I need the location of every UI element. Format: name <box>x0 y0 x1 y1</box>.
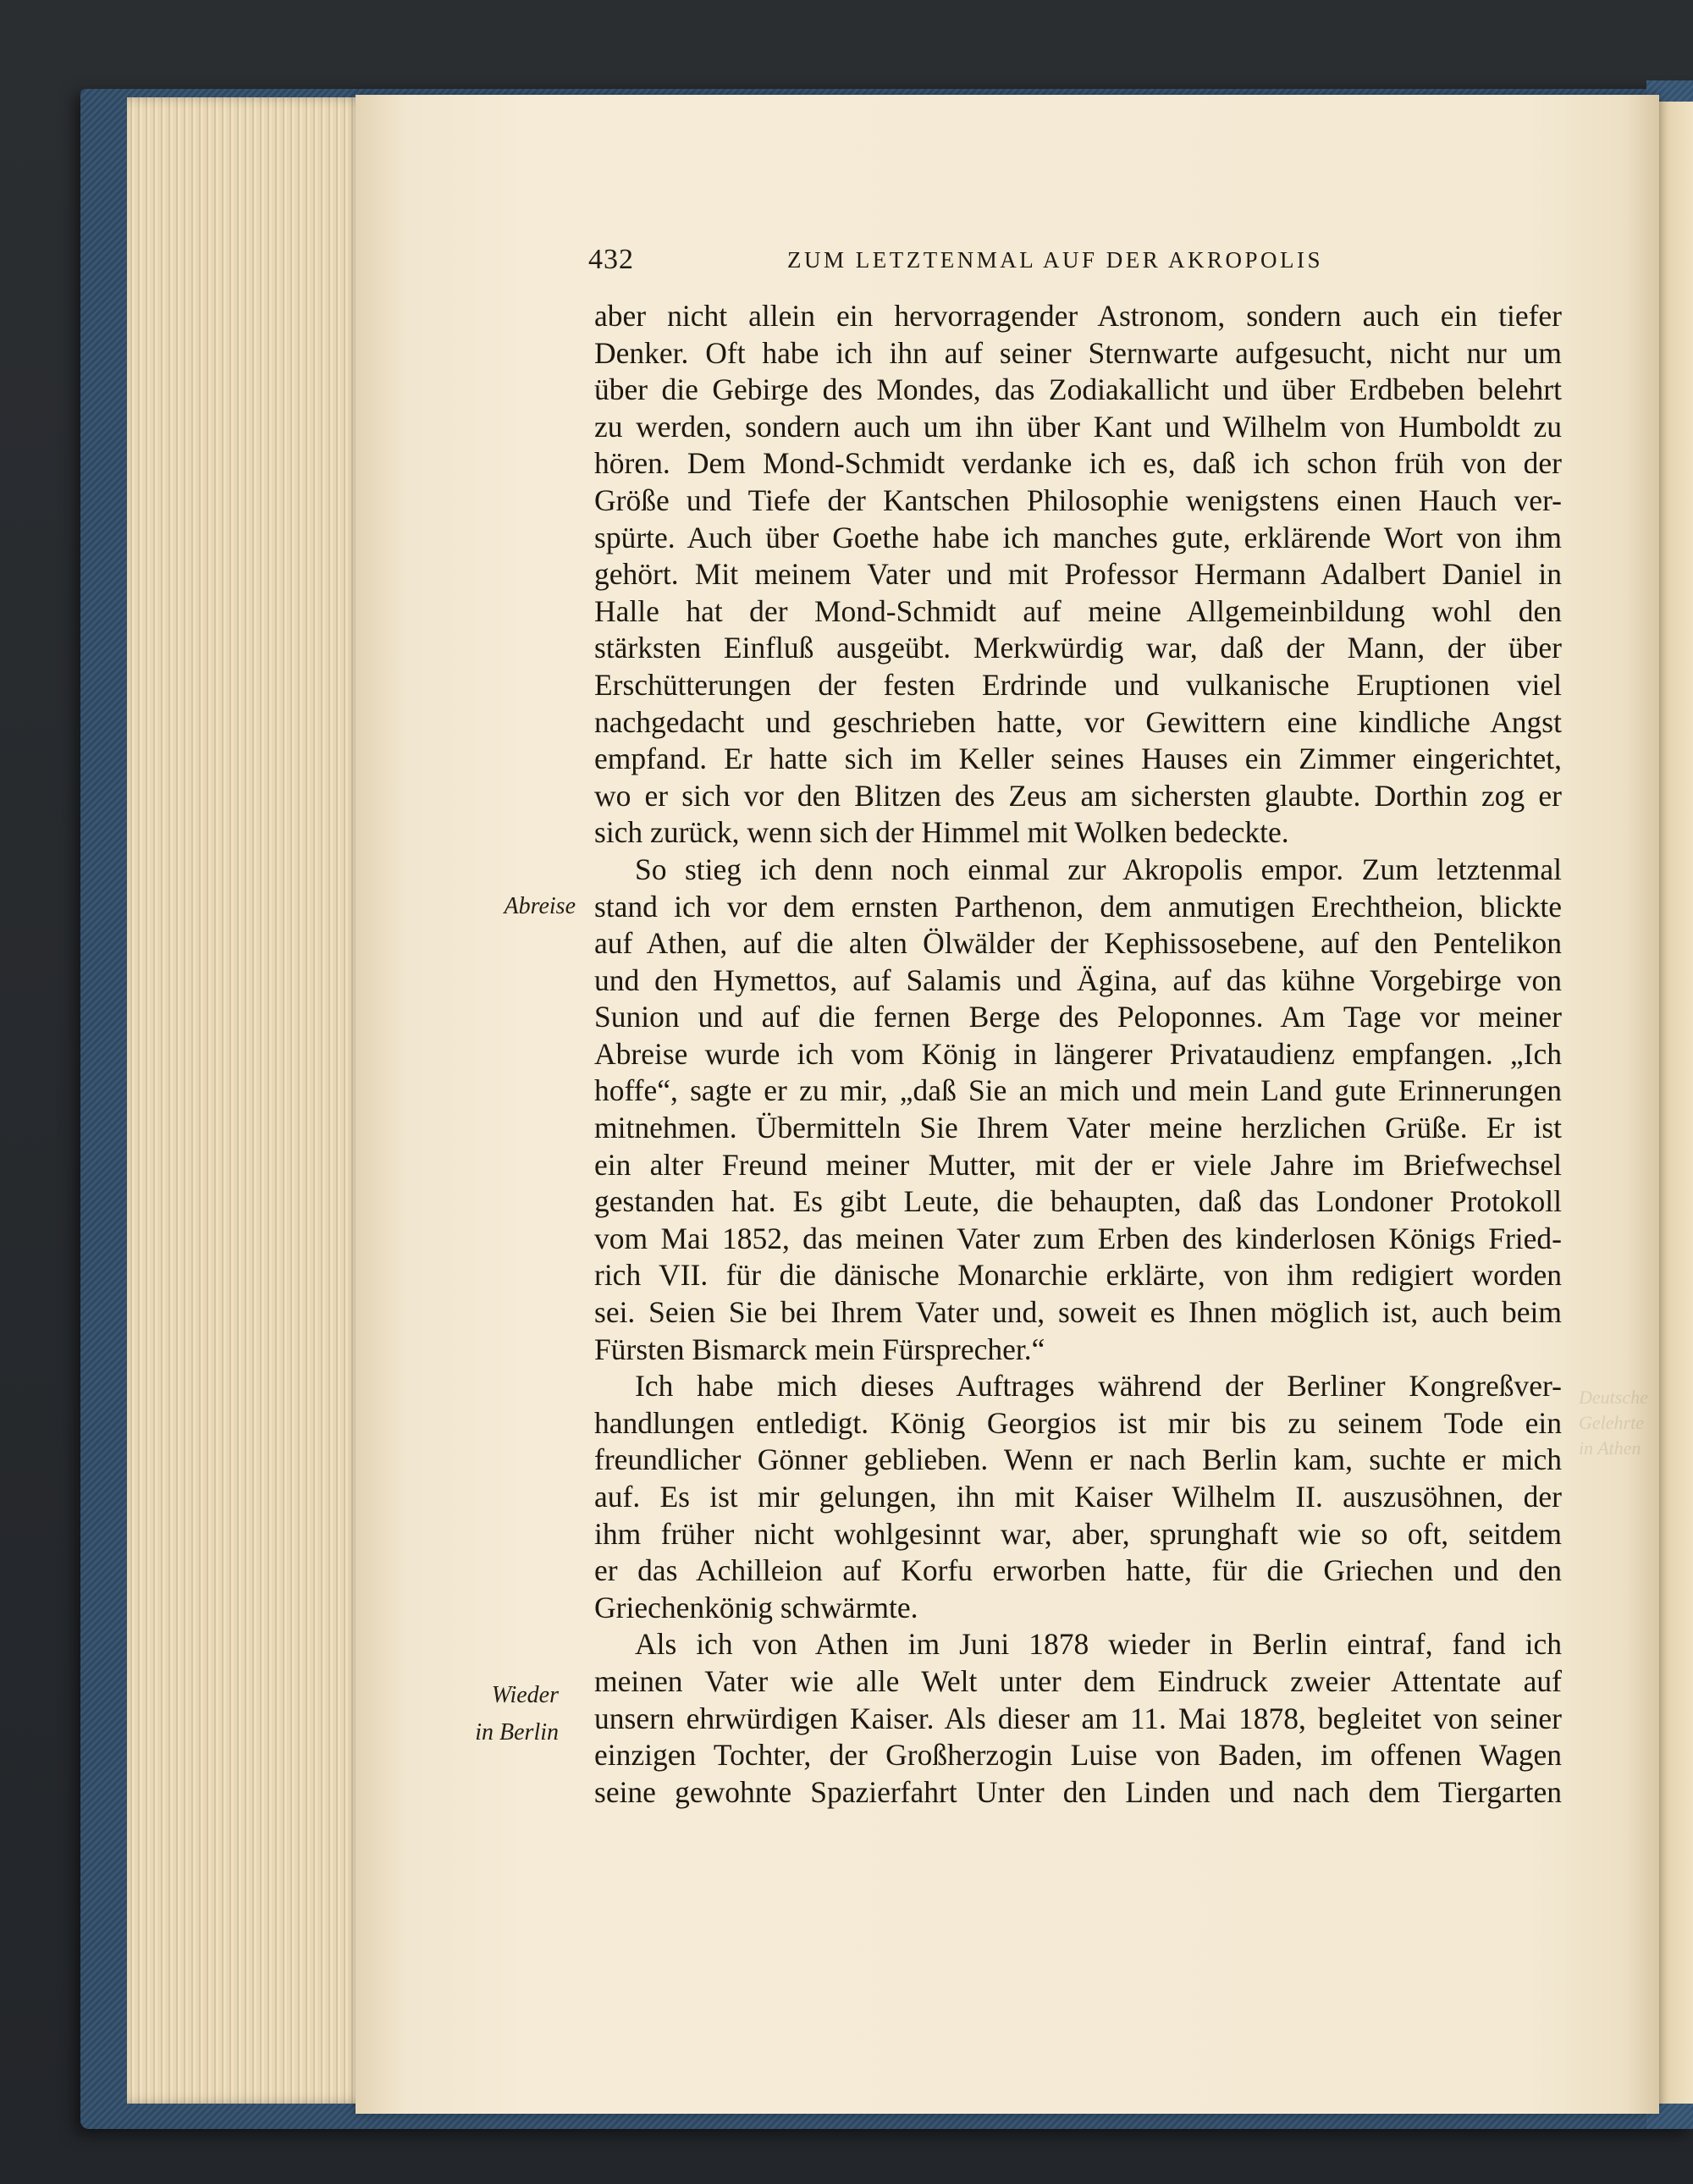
text-line: einzigen Tochter, der Großherzogin Luise von Baden, im offenen Wagen <box>594 1738 1562 1773</box>
text-line: Denker. Oft habe ich ihn auf seiner Sternwarte aufgesucht, nicht nur um <box>594 335 1562 370</box>
margin-note-in-berlin: in Berlin <box>475 1719 559 1746</box>
text-line: stand ich vor dem ernsten Parthenon, dem anmutigen Erechtheion, blickte <box>594 889 1562 924</box>
text-line: und den Hymettos, auf Salamis und Ägina, auf das kühne Vorgebirge von <box>594 962 1562 997</box>
text-line: handlungen entledigt. König Georgios ist mir bis zu seinem Tode ein <box>594 1405 1562 1440</box>
text-line: zu werden, sondern auch um ihn über Kant und Wilhelm von Humboldt zu <box>594 409 1562 444</box>
text-line: spürte. Auch über Goethe habe ich manches gute, erklärende Wort von ihm <box>594 520 1562 554</box>
text-line: Fürsten Bismarck mein Fürsprecher.“ <box>594 1332 1045 1366</box>
page-header <box>588 244 1570 286</box>
text-line: sei. Seien Sie bei Ihrem Vater und, soweit es Ihnen möglich ist, auch beim <box>594 1295 1562 1330</box>
page-number: 432 <box>588 244 634 275</box>
text-line: wo er sich vor den Blitzen des Zeus am sichersten glaubte. Dorthin zog er <box>594 778 1562 813</box>
text-line: rich VII. für die dänische Monarchie erklärte, von ihm redigiert worden <box>594 1258 1562 1293</box>
text-line: Größe und Tiefe der Kantschen Philosophie wenigstens einen Hauch ver- <box>594 483 1562 517</box>
text-line: vom Mai 1852, das meinen Vater zum Erben des kinderlosen Königs Fried- <box>594 1221 1562 1255</box>
text-line: über die Gebirge des Mondes, das Zodiakallicht und über Erdbeben belehrt <box>594 372 1562 407</box>
margin-note-abreise: Abreise <box>504 893 576 919</box>
text-line: ein alter Freund meiner Mutter, mit der er viele Jahre im Briefwechsel <box>594 1147 1562 1182</box>
text-line: Abreise wurde ich vom König in längerer Privataudienz empfangen. „Ich <box>594 1036 1562 1071</box>
text-line: So stieg ich denn noch einmal zur Akropolis empor. Zum letztenmal <box>635 852 1562 886</box>
running-head: ZUM LETZTENMAL AUF DER AKROPOLIS <box>787 247 1324 273</box>
bleed-through-text: Deutsche <box>1579 1387 1648 1408</box>
page-stack-edge <box>127 97 381 2104</box>
text-line: Ich habe mich dieses Auftrages während der Berliner Kongreßver- <box>635 1369 1562 1404</box>
text-line: seine gewohnte Spazierfahrt Unter den Linden und nach dem Tiergarten <box>594 1774 1562 1809</box>
text-line: mitnehmen. Übermitteln Sie Ihrem Vater meine herzlichen Grüße. Er ist <box>594 1111 1562 1145</box>
text-line: gehört. Mit meinem Vater und mit Professor Hermann Adalbert Daniel in <box>594 557 1562 592</box>
text-line: nachgedacht und geschrieben hatte, vor Gewittern eine kindliche Angst <box>594 704 1562 739</box>
text-line: ihm früher nicht wohlgesinnt war, aber, sprunghaft wie so oft, seitdem <box>594 1516 1562 1551</box>
margin-note-wieder: Wieder <box>491 1682 559 1708</box>
text-line: auf. Es ist mir gelungen, ihn mit Kaiser Wilhelm II. auszusöhnen, der <box>594 1480 1562 1514</box>
text-line: aber nicht allein ein hervorragender Astronom, sondern auch ein tiefer <box>594 299 1562 333</box>
bleed-through-text: in Athen <box>1579 1437 1641 1459</box>
text-line: hören. Dem Mond-Schmidt verdanke ich es, daß ich schon früh von der <box>594 446 1562 481</box>
text-line: Sunion und auf die fernen Berge des Peloponnes. Am Tage vor meiner <box>594 1000 1562 1034</box>
text-line: hoffe“, sagte er zu mir, „daß Sie an mich und mein Land gute Erinnerungen <box>594 1073 1562 1108</box>
body-text <box>594 298 1562 1811</box>
bleed-through-text: Gelehrte <box>1579 1412 1644 1433</box>
text-line: Als ich von Athen im Juni 1878 wieder in Berlin eintraf, fand ich <box>635 1627 1562 1662</box>
text-line: empfand. Er hatte sich im Keller seines Hauses ein Zimmer eingerichtet, <box>594 742 1562 776</box>
text-line: unsern ehrwürdigen Kaiser. Als dieser am 11. Mai 1878, begleitet von seiner <box>594 1701 1562 1735</box>
text-line: Griechenkönig schwärmte. <box>594 1590 918 1624</box>
text-line: Erschütterungen der festen Erdrinde und vulkanische Eruptionen viel <box>594 667 1562 702</box>
text-line: meinen Vater wie alle Welt unter dem Eindruck zweier Attentate auf <box>594 1663 1562 1698</box>
text-line: gestanden hat. Es gibt Leute, die behaupten, daß das Londoner Protokoll <box>594 1184 1562 1219</box>
next-page-edge <box>1655 102 1693 2104</box>
text-line: er das Achilleion auf Korfu erworben hatte, für die Griechen und den <box>594 1553 1562 1588</box>
text-line: stärksten Einfluß ausgeübt. Merkwürdig war, daß der Mann, der über <box>594 631 1562 665</box>
text-line: Halle hat der Mond-Schmidt auf meine Allgemeinbildung wohl den <box>594 593 1562 628</box>
text-line: sich zurück, wenn sich der Himmel mit Wolken bedeckte. <box>594 815 1289 850</box>
text-line: freundlicher Gönner geblieben. Wenn er nach Berlin kam, suchte er mich <box>594 1442 1562 1477</box>
text-line: auf Athen, auf die alten Ölwälder der Kephissosebene, auf den Pentelikon <box>594 926 1562 961</box>
